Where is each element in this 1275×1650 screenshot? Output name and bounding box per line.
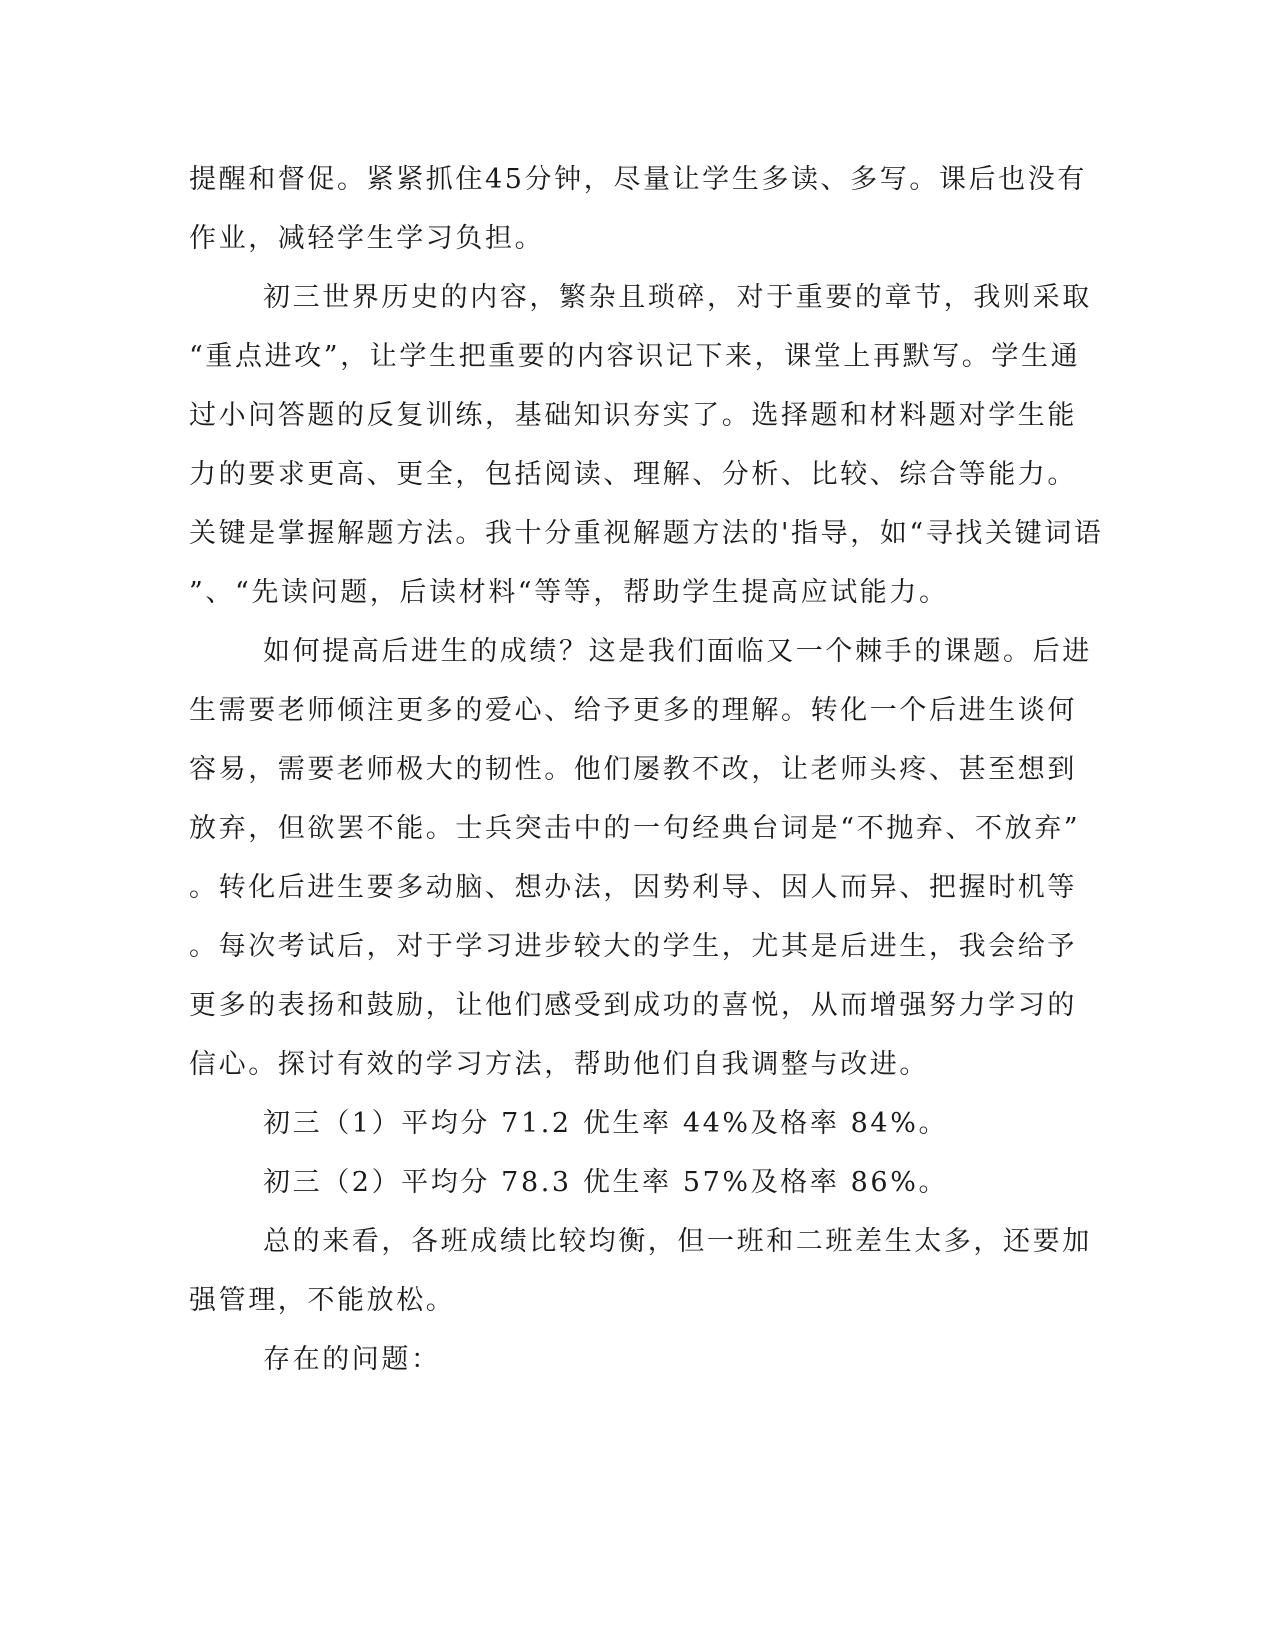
class-2-stats: 初三（2）平均分 78.3 优生率 57%及格率 86%。 (263, 1167, 949, 1198)
text-line: 更多的表扬和鼓励，让他们感受到成功的喜悦，从而增强努力学习的 (189, 990, 1077, 1021)
text-line: “重点进攻”，让学生把重要的内容识记下来，课堂上再默写。学生通 (189, 341, 1081, 372)
text-line: 提醒和督促。紧紧抓住45分钟，尽量让学生多读、多写。课后也没有 (189, 164, 1087, 195)
text-line: 。每次考试后，对于学习进步较大的学生，尤其是后进生，我会给予 (189, 931, 1077, 962)
text-line: 过小问答题的反复训练，基础知识夯实了。选择题和材料题对学生能 (189, 400, 1077, 431)
text-line: 关键是掌握解题方法。我十分重视解题方法的'指导，如“寻找关键词语 (189, 518, 1104, 549)
text-line: 放弃，但欲罢不能。士兵突击中的一句经典台词是“不抛弃、不放弃” (189, 813, 1081, 844)
text-line: 生需要老师倾注更多的爱心、给予更多的理解。转化一个后进生谈何 (189, 695, 1077, 726)
text-line: 作业，减轻学生学习负担。 (189, 223, 545, 254)
text-line: ”、“先读问题，后读材料“等等，帮助学生提高应试能力。 (189, 577, 949, 608)
text-line: 强管理，不能放松。 (189, 1285, 456, 1316)
paragraph-start-line: 总的来看，各班成绩比较均衡，但一班和二班差生太多，还要加 (263, 1226, 1092, 1257)
paragraph-start-line: 如何提高后进生的成绩？这是我们面临又一个棘手的课题。后进 (263, 636, 1092, 667)
text-line: 。转化后进生要多动脑、想办法，因势利导、因人而异、把握时机等 (189, 872, 1077, 903)
section-heading: 存在的问题： (263, 1344, 441, 1375)
class-1-stats: 初三（1）平均分 71.2 优生率 44%及格率 84%。 (263, 1108, 949, 1139)
paragraph-start-line: 初三世界历史的内容，繁杂且琐碎，对于重要的章节，我则采取 (263, 282, 1092, 313)
text-line: 信心。探讨有效的学习方法，帮助他们自我调整与改进。 (189, 1049, 929, 1080)
text-line: 容易，需要老师极大的韧性。他们屡教不改，让老师头疼、甚至想到 (189, 754, 1077, 785)
text-line: 力的要求更高、更全，包括阅读、理解、分析、比较、综合等能力。 (189, 459, 1077, 490)
